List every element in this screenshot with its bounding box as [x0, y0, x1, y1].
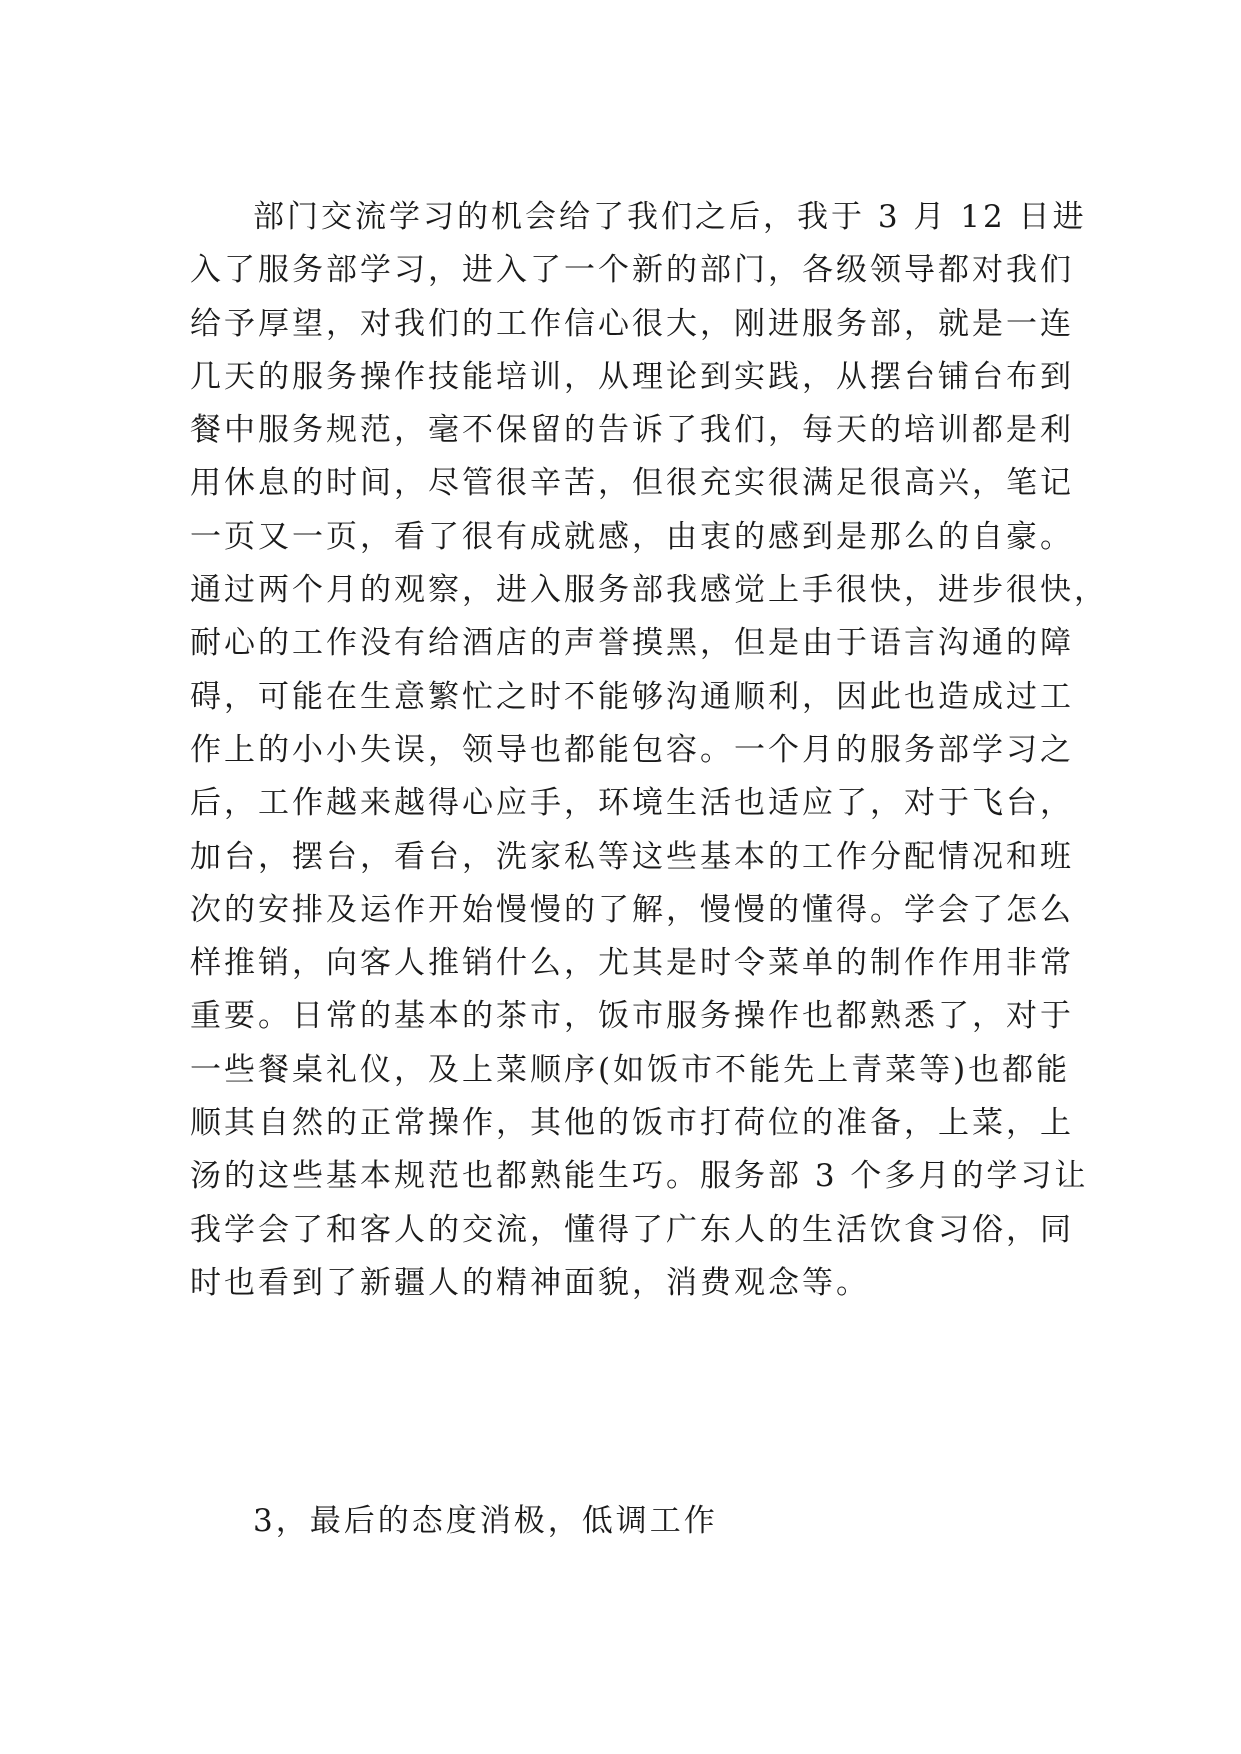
paragraph-line: 耐心的工作没有给酒店的声誉摸黑，但是由于语言沟通的障 — [190, 625, 1074, 662]
paragraph-line: 时也看到了新疆人的精神面貌，消费观念等。 — [190, 1264, 870, 1301]
paragraph-line: 后，工作越来越得心应手，环境生活也适应了，对于飞台， — [190, 785, 1074, 822]
paragraph-line: 加台，摆台，看台，洗家私等这些基本的工作分配情况和班 — [190, 838, 1074, 875]
body-paragraph — [190, 191, 1108, 1310]
paragraph-line: 次的安排及运作开始慢慢的了解，慢慢的懂得。学会了怎么 — [190, 891, 1074, 928]
paragraph-line: 顺其自然的正常操作，其他的饭市打荷位的准备，上菜，上 — [190, 1105, 1074, 1142]
paragraph-line: 碍，可能在生意繁忙之时不能够沟通顺利，因此也造成过工 — [190, 678, 1074, 715]
paragraph-line: 重要。日常的基本的茶市，饭市服务操作也都熟悉了，对于 — [190, 998, 1074, 1035]
paragraph-line: 我学会了和客人的交流，懂得了广东人的生活饮食习俗，同 — [190, 1211, 1074, 1248]
paragraph-line: 汤的这些基本规范也都熟能生巧。服务部 3 个多月的学习让 — [190, 1158, 1089, 1195]
paragraph-line: 样推销，向客人推销什么，尤其是时令菜单的制作作用非常 — [190, 945, 1074, 982]
paragraph-line: 餐中服务规范，毫不保留的告诉了我们，每天的培训都是利 — [190, 412, 1074, 449]
paragraph-line: 用休息的时间，尽管很辛苦，但很充实很满足很高兴，笔记 — [190, 465, 1074, 502]
paragraph-line: 通过两个月的观察，进入服务部我感觉上手很快，进步很快， — [190, 572, 1108, 609]
paragraph-line: 给予厚望，对我们的工作信心很大，刚进服务部，就是一连 — [190, 305, 1074, 342]
paragraph-line: 一些餐桌礼仪，及上菜顺序(如饭市不能先上青菜等)也都能 — [190, 1051, 1071, 1088]
paragraph-line: 几天的服务操作技能培训，从理论到实践，从摆台铺台布到 — [190, 358, 1074, 395]
paragraph-line: 部门交流学习的机会给了我们之后，我于 3 月 12 日进 — [253, 199, 1087, 235]
paragraph-line: 入了服务部学习，进入了一个新的部门，各级领导都对我们 — [190, 252, 1074, 289]
section-heading: 3，最后的态度消极，低调工作 — [253, 1503, 718, 1539]
paragraph-line: 作上的小小失误，领导也都能包容。一个月的服务部学习之 — [190, 731, 1074, 768]
paragraph-line: 一页又一页，看了很有成就感，由衷的感到是那么的自豪。 — [190, 518, 1074, 555]
